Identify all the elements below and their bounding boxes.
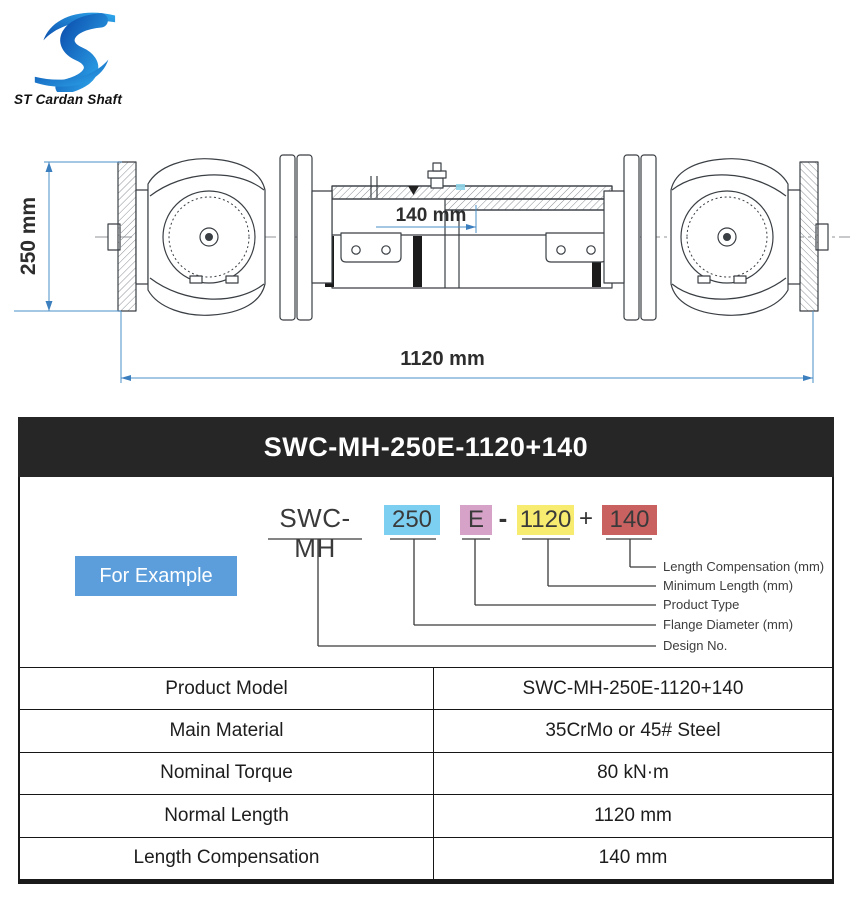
brand-name: ST Cardan Shaft [14, 92, 123, 107]
spec-label-cell: Normal Length [20, 794, 433, 836]
grease-fitting [428, 163, 446, 188]
spec-label-cell: Length Compensation [20, 837, 433, 879]
spec-value-cell: 35CrMo or 45# Steel [433, 709, 832, 751]
spec-value-cell: 80 kN·m [433, 752, 832, 794]
model-separator-dash: - [498, 503, 508, 533]
spec-value-cell: SWC-MH-250E-1120+140 [433, 667, 832, 709]
spec-value-cell: 1120 mm [433, 794, 832, 836]
model-separator-plus: + [578, 505, 593, 532]
length-dimension-label: 1120 mm [400, 348, 485, 370]
compensation-dimension-label: 140 mm [395, 205, 467, 226]
callout-design-no: Design No. [663, 638, 728, 653]
model-part-length-compensation: 140 [602, 505, 657, 535]
callout-flange-diameter: Flange Diameter (mm) [663, 617, 794, 632]
spec-table [20, 667, 832, 879]
spec-label-cell: Main Material [20, 709, 433, 751]
model-part-design-no: SWC-MH [279, 503, 351, 563]
callout-length-compensation: Length Compensation (mm) [663, 559, 825, 574]
model-header-bar [18, 417, 834, 477]
callout-product-type: Product Type [663, 597, 740, 612]
flange-yoke-assembly [108, 155, 332, 320]
callout-minimum-length: Minimum Length (mm) [663, 578, 794, 593]
model-part-product-type: E [460, 505, 492, 535]
spec-label-cell: Product Model [20, 667, 433, 709]
model-part-minimum-length: 1120 [517, 505, 574, 535]
model-title: SWC-MH-250E-1120+140 [263, 432, 589, 462]
spec-label-cell: Nominal Torque [20, 752, 433, 794]
model-part-flange-diameter: 250 [384, 505, 440, 535]
for-example-badge: For Example [75, 556, 237, 596]
height-dimension-label: 250 mm [17, 196, 40, 276]
spec-value-cell: 140 mm [433, 837, 832, 879]
